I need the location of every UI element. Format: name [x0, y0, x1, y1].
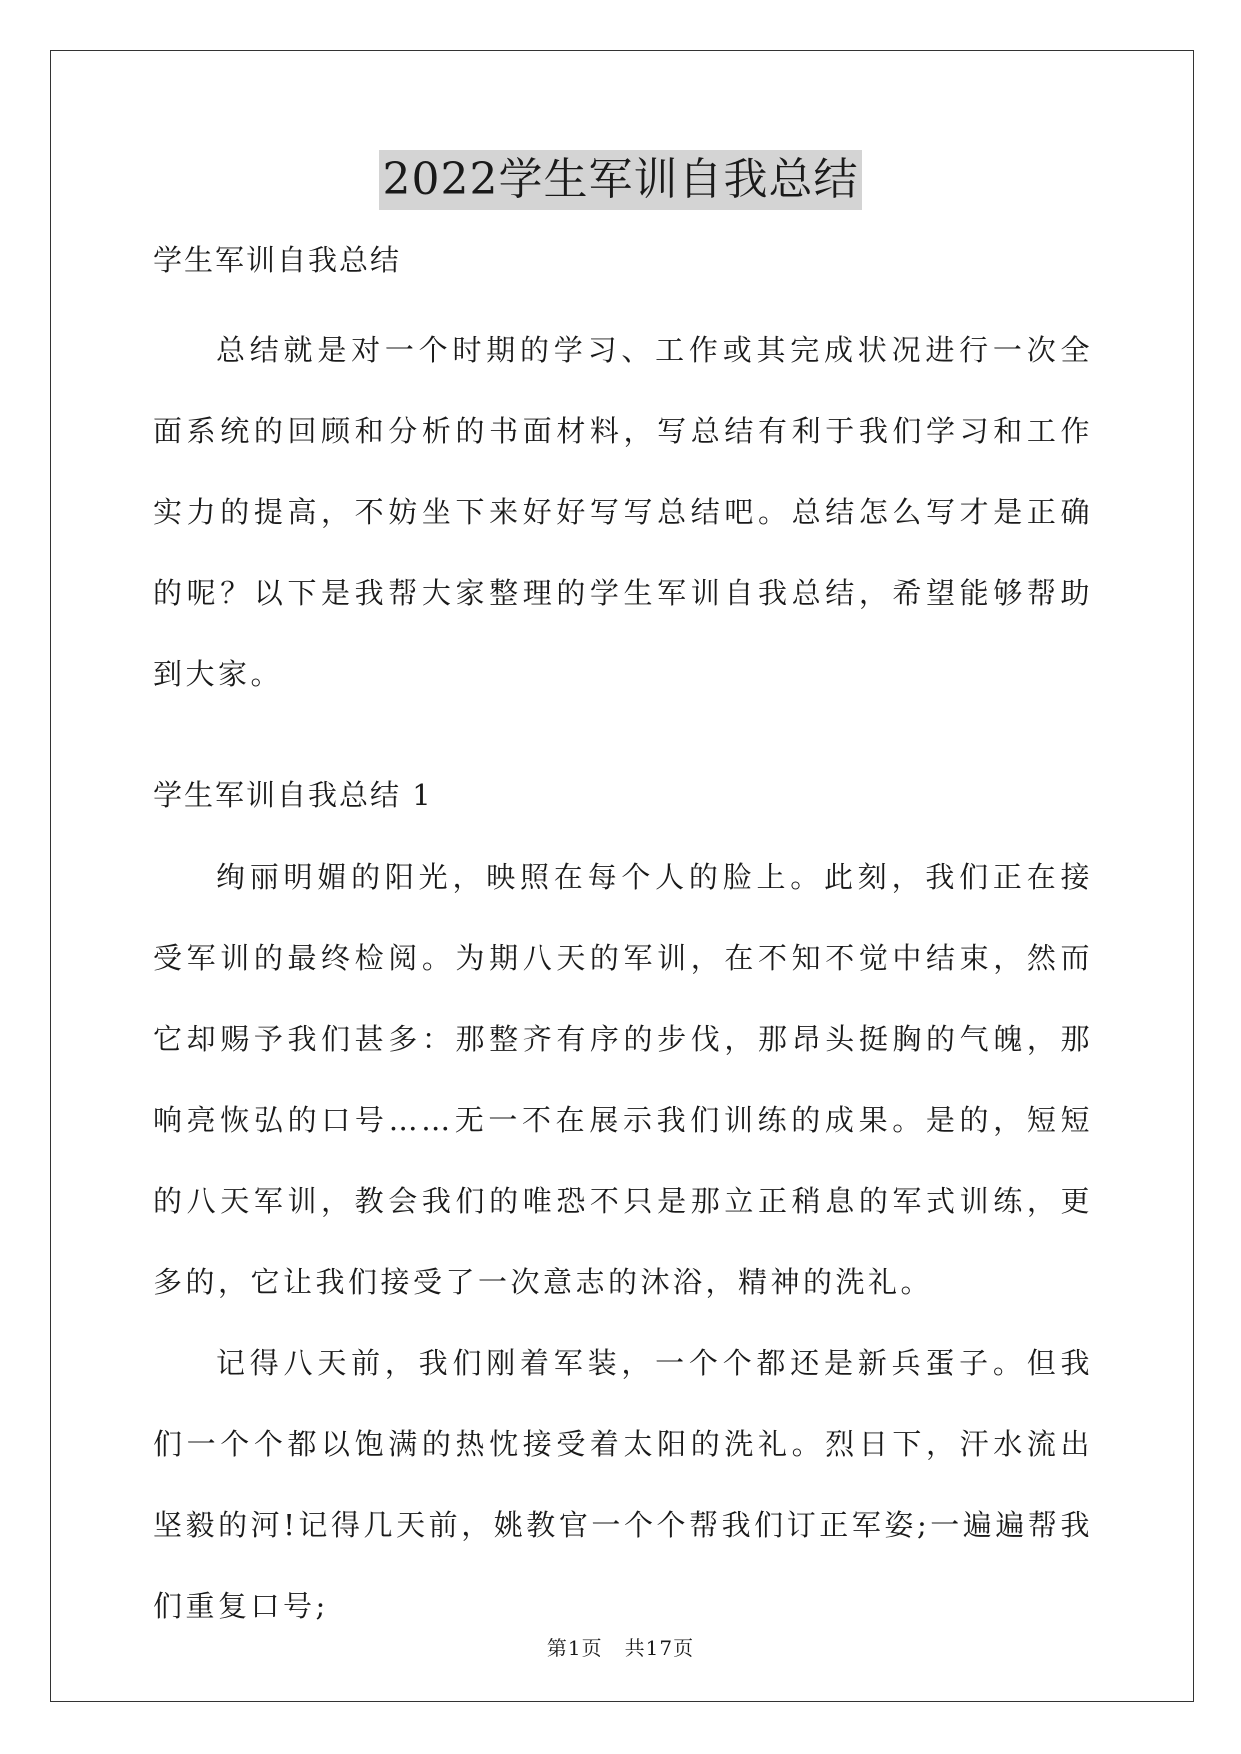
page-number: 第1页 [546, 1636, 603, 1660]
paragraph-intro: 总结就是对一个时期的学习、工作或其完成状况进行一次全面系统的回顾和分析的书面材料，写总结有利于我们学习和工作实力的提高，不妨坐下来好好写写总结吧。总结怎么写才是正确的呢？以下是我帮大家整理的学生军训自我总结，希望能够帮助到大家。 [153, 333, 1093, 691]
section-heading-intro: 学生军训自我总结 [153, 243, 402, 277]
section-heading-1: 学生军训自我总结 1 [153, 778, 433, 812]
page-footer [0, 1632, 1241, 1661]
page-total: 共17页 [624, 1636, 695, 1660]
document-body [153, 240, 1093, 1647]
document-title: 2022学生军训自我总结 [379, 150, 863, 210]
paragraph-1-1: 绚丽明媚的阳光，映照在每个人的脸上。此刻，我们正在接受军训的最终检阅。为期八天的军训，在不知不觉中结束，然而它却赐予我们甚多：那整齐有序的步伐，那昂头挺胸的气魄，那响亮恢弘的口号……无一不在展示我们训练的成果。是的，短短的八天军训，教会我们的唯恐不只是那立正稍息的军式训练，更多的，它让我们接受了一次意志的沐浴，精神的洗礼。 [153, 860, 1093, 1299]
title-area [0, 150, 1241, 210]
paragraph-1-2: 记得八天前，我们刚着军装，一个个都还是新兵蛋子。但我们一个个都以饱满的热忱接受着太阳的洗礼。烈日下，汗水流出坚毅的河!记得几天前，姚教官一个个帮我们订正军姿;一遍遍帮我们重复口号; [153, 1346, 1093, 1623]
